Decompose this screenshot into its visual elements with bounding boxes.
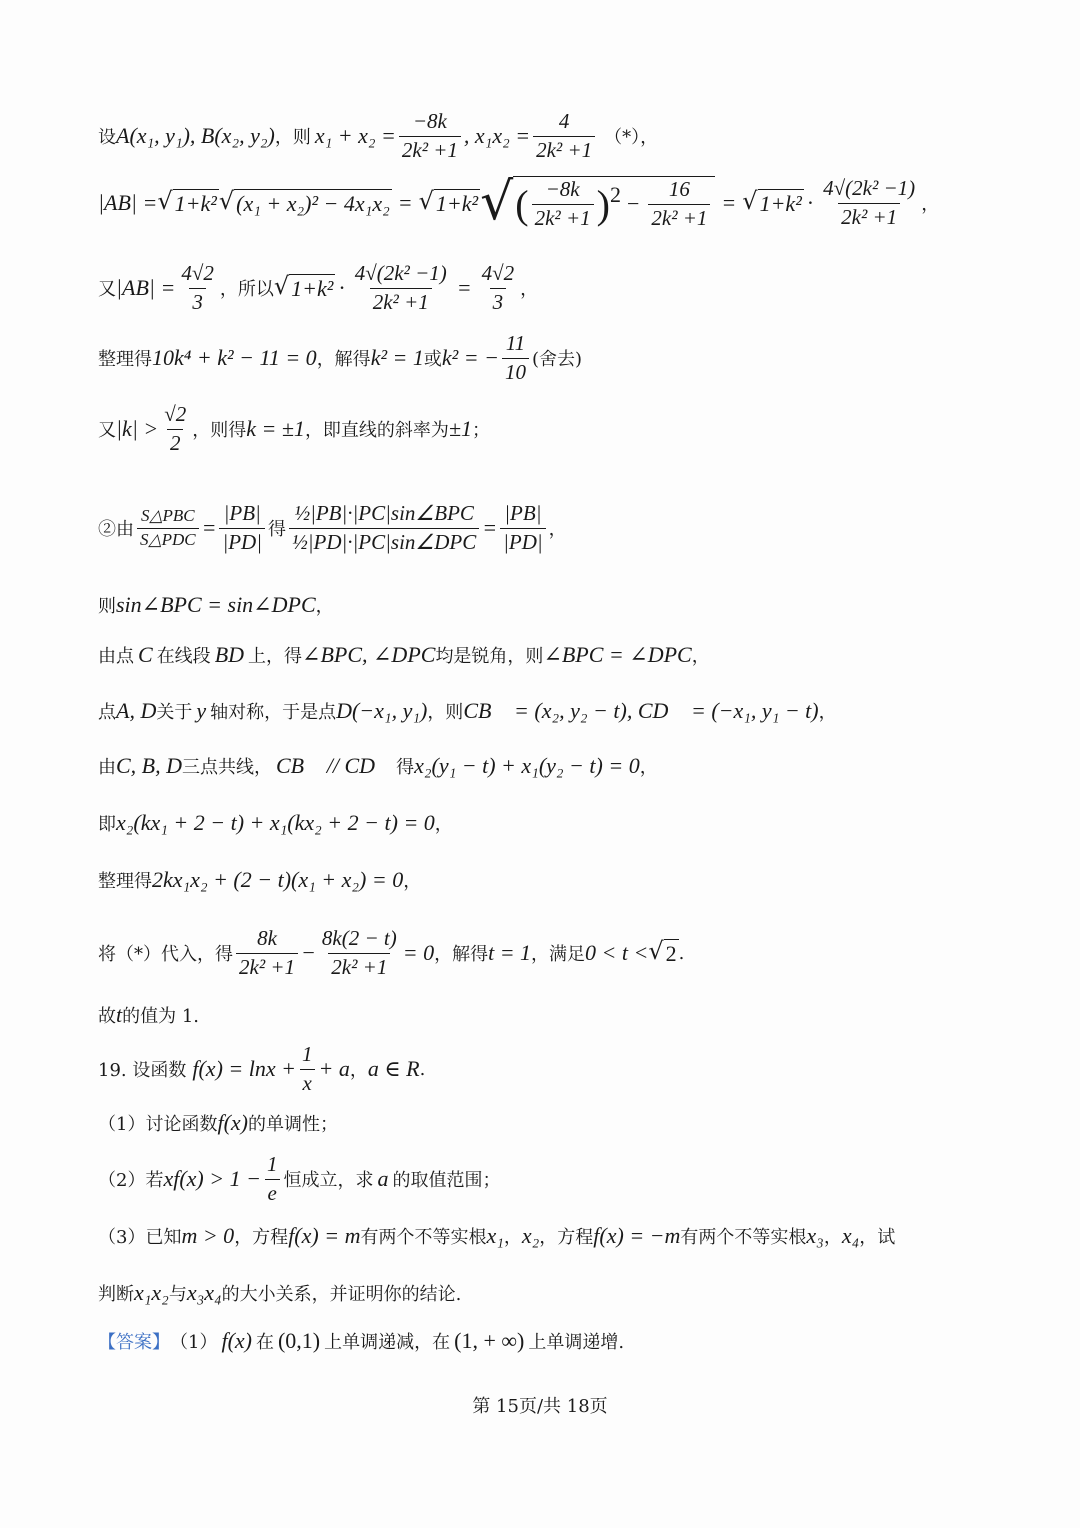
denominator: e — [265, 1179, 280, 1205]
numerator: √2 — [164, 402, 187, 427]
text: ， — [403, 871, 422, 892]
math: |AB| = — [116, 275, 176, 300]
math: x₂ — [521, 1223, 540, 1248]
problem-19-statement — [98, 1040, 1020, 1098]
math: D(−x₁, y₁) — [336, 698, 428, 723]
math: |AB| = — [98, 190, 158, 215]
text: 与 — [168, 1284, 187, 1305]
numerator: S△PBC — [140, 505, 195, 525]
text: 则 — [98, 596, 116, 617]
sqrt — [274, 274, 336, 302]
sqrt — [419, 189, 481, 217]
math: x₁ — [486, 1223, 504, 1248]
solution-line-9 — [98, 693, 1020, 729]
sqrt — [219, 189, 392, 217]
minus: − — [626, 191, 640, 216]
numerator: −8k — [412, 109, 447, 134]
numerator: −8k — [545, 177, 580, 202]
solution-line-13 — [98, 922, 1020, 984]
math: = — [456, 275, 472, 300]
text: 得 — [396, 757, 415, 778]
text: 又 — [98, 420, 116, 441]
text: ， — [434, 814, 453, 835]
denominator: ½|PD|·|PC|sin∠DPC — [289, 528, 479, 554]
text: ，则 — [274, 127, 311, 148]
answer-line — [98, 1324, 1020, 1358]
problem-19-part-1 — [98, 1106, 1020, 1140]
math: 0 < t < — [585, 940, 649, 965]
denominator: 3 — [189, 288, 206, 314]
text: 三点共线， — [182, 757, 272, 778]
math: ∠BPC = ∠DPC — [543, 642, 692, 667]
math: x₃ — [806, 1223, 824, 1248]
text: 的值为 1. — [122, 1006, 200, 1027]
denominator: x — [300, 1069, 315, 1095]
math: f(x) — [217, 1110, 248, 1135]
math: t — [116, 1002, 123, 1027]
solution-line-2 — [98, 168, 1020, 238]
radicand: 2 — [665, 941, 677, 966]
numerator: 8k — [257, 926, 277, 951]
solution-line-12 — [98, 862, 1020, 898]
math: x₂(kx₁ + 2 − t) + x₁(kx₂ + 2 − t) = 0 — [116, 810, 435, 835]
solution-line-11 — [98, 805, 1020, 841]
denominator: 2 — [167, 429, 184, 455]
math: k = ±1 — [246, 416, 305, 441]
text: （*）， — [604, 127, 659, 148]
radicand — [513, 176, 715, 229]
radical-icon: √ — [218, 187, 235, 215]
problem-19-part-3 — [98, 1218, 1020, 1254]
math: x₂(y₁ − t) + x₁(y₂ − t) = 0 — [414, 753, 640, 778]
math: x₄ — [841, 1223, 860, 1248]
text: 有两个不等实根 — [360, 1227, 487, 1248]
fraction — [161, 403, 189, 454]
text: ， — [520, 279, 539, 300]
denominator: 2k² +1 — [838, 203, 900, 229]
denominator: 2k² +1 — [533, 136, 595, 162]
radical-icon: √ — [157, 187, 173, 215]
math: ∠BPC, ∠DPC — [302, 642, 436, 667]
text: ，解得 — [316, 349, 371, 370]
math: t = 1 — [488, 940, 532, 965]
fraction — [352, 262, 450, 313]
math: k² = 1 — [370, 345, 424, 370]
text: ， — [315, 596, 334, 617]
denominator: 2k² +1 — [328, 953, 390, 979]
numerator: 4√(2k² −1) — [823, 176, 916, 201]
sqrt — [157, 189, 219, 217]
numerator: 8k(2 − t) — [321, 926, 397, 951]
numerator: |PB| — [223, 501, 261, 526]
numerator: 1 — [266, 1152, 278, 1177]
numerator: 4√2 — [181, 261, 214, 286]
math: CB⃗ = (x₂, y₂ − t), CD⃗ = (−x₁, y₁ − t) — [463, 698, 819, 723]
text: ，方程 — [539, 1227, 594, 1248]
answer-label: 【答案】 — [98, 1332, 170, 1353]
text: ， — [503, 1227, 522, 1248]
dot: · — [806, 190, 815, 215]
text: ，解得 — [434, 944, 489, 965]
text: ， — [639, 757, 658, 778]
denominator: 3 — [490, 288, 507, 314]
text: 判断 — [98, 1284, 134, 1305]
radical-icon: √ — [648, 937, 664, 965]
numerator: 4 — [558, 109, 570, 134]
radicand: 1+k² — [759, 191, 802, 216]
math: f(x) — [221, 1328, 252, 1353]
solution-line-7 — [98, 588, 1020, 622]
math: (0,1) — [277, 1328, 321, 1353]
denominator: S△PDC — [137, 528, 199, 550]
denominator: |PD| — [500, 528, 546, 554]
math: = — [397, 190, 413, 215]
math: k² = − — [441, 345, 499, 370]
fraction — [479, 262, 518, 313]
paren: ( — [515, 181, 529, 227]
math: x₁ + x₂ = — [314, 123, 396, 148]
numerator: ½|PB|·|PC|sin∠BPC — [294, 501, 474, 526]
text: ，满足 — [531, 944, 586, 965]
solution-line-10 — [98, 748, 1020, 784]
text: 有两个不等实根 — [680, 1227, 807, 1248]
fraction — [648, 178, 710, 229]
math: + a — [318, 1056, 350, 1081]
math: C, B, D — [116, 753, 182, 778]
text: ，方程 — [234, 1227, 289, 1248]
math: f(x) = m — [288, 1223, 361, 1248]
denominator: |PD| — [219, 528, 265, 554]
math: A(x₁, y₁), B(x₂, y₂) — [116, 123, 275, 148]
math: |k| > — [116, 416, 159, 441]
math: = — [482, 515, 498, 540]
problem-19-part-2 — [98, 1150, 1020, 1208]
solution-line-6 — [98, 480, 1020, 576]
denominator: 2k² +1 — [236, 953, 298, 979]
fraction — [319, 927, 400, 978]
text: 又 — [98, 279, 116, 300]
math: f(x) = lnx + — [192, 1056, 296, 1081]
sqrt — [648, 939, 678, 967]
text: 轴对称，于是点 — [210, 702, 337, 723]
text: ，则 — [427, 702, 464, 723]
dot: · — [338, 275, 346, 300]
text: 的大小关系，并证明你的结论. — [221, 1284, 462, 1305]
math: = 0 — [402, 940, 435, 965]
exponent: 2 — [609, 182, 621, 208]
radicand: 1+k² — [291, 276, 334, 301]
math: BD — [214, 642, 245, 667]
math: a ∈ R — [367, 1056, 420, 1081]
numerator: 4√2 — [481, 261, 515, 286]
text: ； — [472, 420, 491, 441]
math: ±1 — [448, 416, 473, 441]
math: A, D — [116, 698, 157, 723]
numerator: |PB| — [504, 501, 542, 526]
text: ， — [823, 1227, 842, 1248]
text: . — [678, 942, 685, 964]
math: 10k⁴ + k² − 11 = 0 — [152, 345, 317, 370]
page-footer: 第 15页/共 18页 — [472, 1396, 608, 1417]
fraction — [820, 177, 918, 228]
denominator: 2k² +1 — [399, 136, 461, 162]
text: （1）讨论函数 — [98, 1114, 218, 1135]
radical-icon: √ — [742, 187, 758, 215]
text: 故 — [98, 1006, 116, 1027]
text: 即 — [98, 814, 116, 835]
denominator: 10 — [502, 358, 529, 384]
fraction — [299, 1043, 316, 1094]
text: 将（*）代入，得 — [98, 944, 233, 965]
math: 2kx₁x₂ + (2 − t)(x₁ + x₂) = 0 — [152, 867, 404, 892]
text: （1） — [170, 1332, 218, 1353]
text: 点 — [98, 702, 116, 723]
fraction — [289, 502, 479, 553]
fraction — [264, 1153, 281, 1204]
text: （2）若 — [98, 1170, 164, 1191]
denominator: 2k² +1 — [532, 204, 594, 230]
paren: ) — [596, 181, 610, 227]
solution-line-14 — [98, 998, 1020, 1032]
text: 由点 — [98, 646, 134, 667]
text: ，则得 — [192, 420, 247, 441]
denominator: 2k² +1 — [648, 204, 710, 230]
numerator: 4√(2k² −1) — [354, 261, 447, 286]
fraction — [236, 927, 298, 978]
text: 均是锐角，则 — [435, 646, 544, 667]
radicand: 1+k² — [435, 191, 479, 216]
text: ， — [691, 646, 710, 667]
radicand: 1+k² — [174, 191, 217, 216]
text: 得 — [267, 519, 286, 540]
radical-icon: √ — [480, 172, 514, 233]
math: y — [196, 698, 207, 723]
text: 上单调递减，在 — [324, 1332, 451, 1353]
text: （3）已知 — [98, 1227, 182, 1248]
text: 由 — [98, 757, 116, 778]
fraction — [532, 178, 594, 229]
fraction — [502, 332, 529, 383]
text: 整理得 — [98, 871, 152, 892]
fraction — [533, 110, 595, 161]
radicand: (x₁ + x₂)² − 4x₁x₂ — [236, 191, 390, 216]
math: CB⃗ // CD⃗ — [276, 753, 393, 778]
text: ， — [349, 1060, 368, 1081]
solution-line-3 — [98, 258, 1020, 318]
math: a — [377, 1166, 389, 1191]
text: ， — [548, 519, 567, 540]
solution-line-4 — [98, 330, 1020, 386]
math: (1, + ∞) — [454, 1328, 525, 1353]
math: xf(x) > 1 − — [163, 1166, 261, 1191]
radical-icon: √ — [418, 187, 434, 215]
math: = — [721, 190, 737, 215]
text: ，即直线的斜率为 — [304, 420, 449, 441]
text: ， — [921, 194, 940, 215]
math: x₃x₄ — [186, 1280, 222, 1305]
text: ，所以 — [219, 279, 274, 300]
text: 上单调递增. — [528, 1332, 625, 1353]
text: 在线段 — [156, 646, 211, 667]
fraction — [500, 502, 546, 553]
fraction — [137, 507, 199, 549]
math: f(x) = −m — [593, 1223, 681, 1248]
text: 恒成立，求 — [283, 1170, 374, 1191]
fraction — [178, 262, 217, 313]
denominator: 2k² +1 — [370, 288, 432, 314]
text: 关于 — [156, 702, 193, 723]
math: = — [201, 515, 217, 540]
solution-line-1 — [98, 106, 1020, 166]
numerator: 11 — [505, 331, 526, 356]
text: ②由 — [98, 519, 134, 540]
solution-line-5 — [98, 400, 1020, 458]
math: x₁x₂ — [134, 1280, 169, 1305]
numerator: 16 — [668, 177, 690, 202]
text: 的单调性； — [247, 1114, 338, 1135]
text: 或 — [423, 349, 442, 370]
text: 19. 设函数 — [98, 1060, 187, 1081]
text: (舍去) — [531, 349, 583, 370]
sqrt-big — [480, 172, 715, 233]
fraction — [219, 502, 265, 553]
sqrt — [742, 189, 804, 217]
text: 设 — [98, 127, 116, 148]
radical-icon: √ — [273, 272, 290, 300]
problem-19-part-3-cont — [98, 1276, 1020, 1310]
text: 的取值范围； — [392, 1170, 501, 1191]
text: ，试 — [859, 1227, 896, 1248]
text: ， — [818, 702, 837, 723]
math: C — [138, 642, 153, 667]
text: 在 — [255, 1332, 274, 1353]
solution-line-8 — [98, 638, 1020, 672]
text: . — [419, 1058, 426, 1080]
text: 上，得 — [248, 646, 303, 667]
fraction — [399, 110, 461, 161]
text: 整理得 — [98, 349, 152, 370]
math: , x₁x₂ = — [463, 123, 531, 148]
math: m > 0 — [181, 1223, 235, 1248]
math: − — [301, 940, 316, 965]
math: sin∠BPC = sin∠DPC — [116, 592, 316, 617]
numerator: 1 — [301, 1042, 313, 1067]
